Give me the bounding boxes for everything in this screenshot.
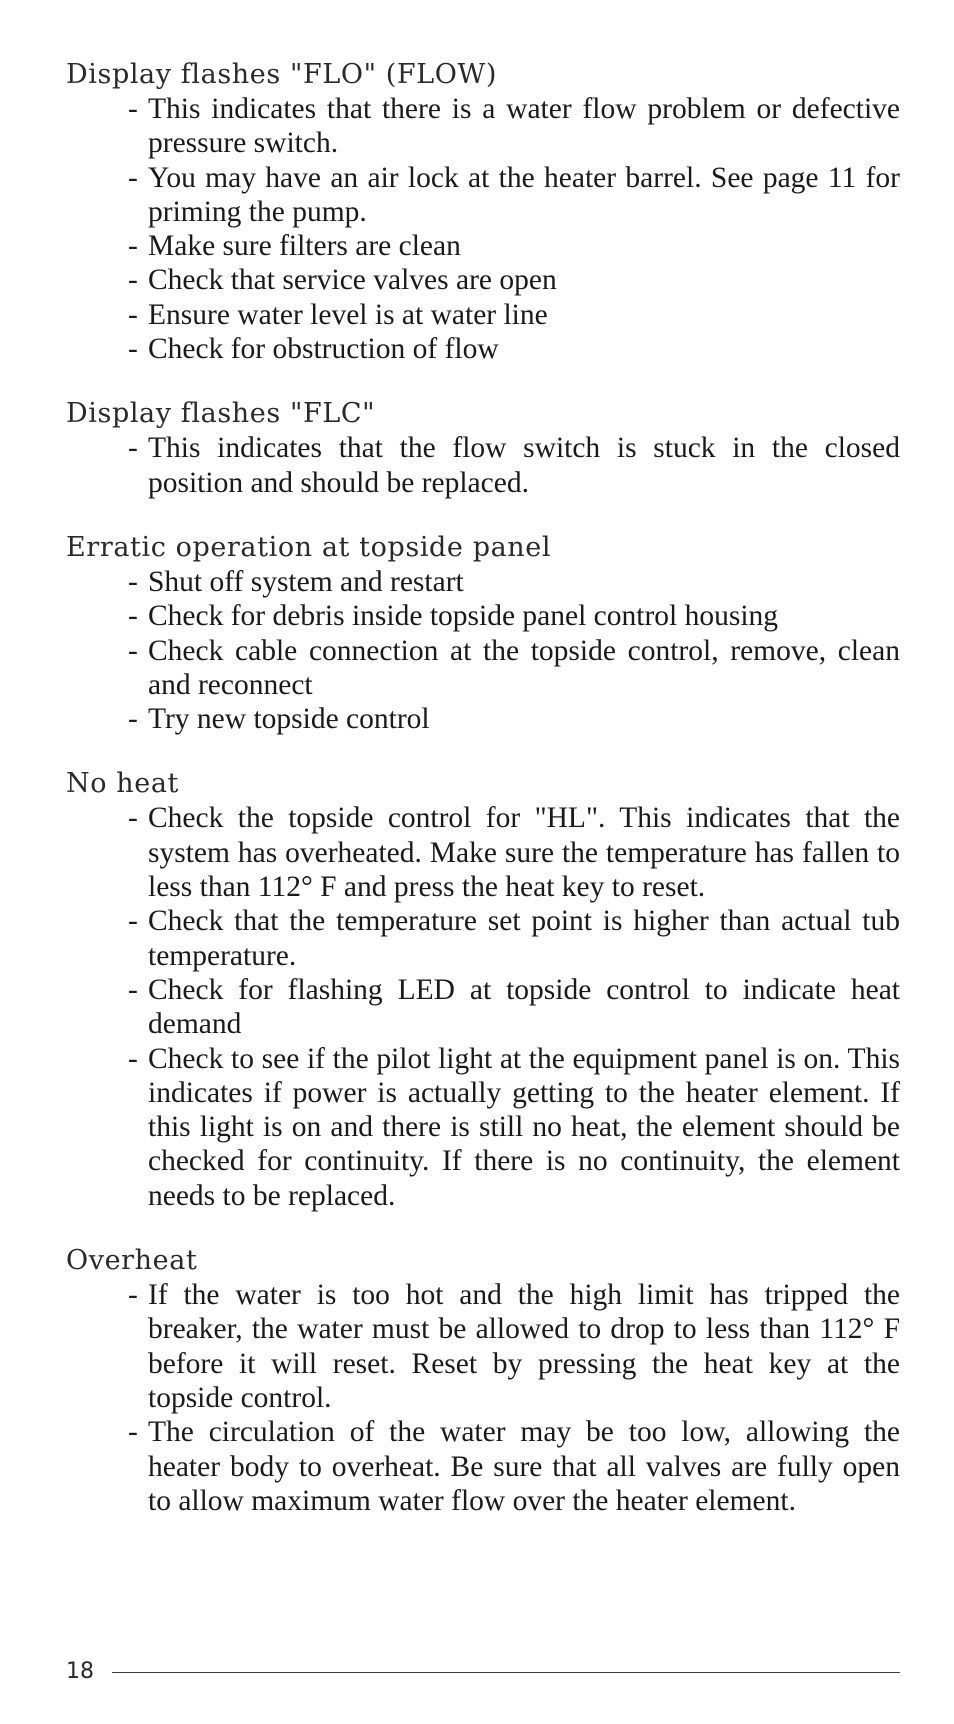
dash-bullet: - [128,634,138,667]
troubleshooting-section [66,531,900,736]
list-item [66,565,900,599]
list-item [66,229,900,263]
list-item [66,702,900,736]
list-item-text: If the water is too hot and the high limit has tripped the breaker, the water must be allowed to drop to less than 112° F before it will reset. Reset by pressing the heat key at the topside control. [148,1279,900,1414]
list-item-text: Make sure filters are clean [148,230,461,263]
troubleshooting-section [66,58,900,366]
list-item-text: This indicates that the flow switch is stuck in the closed position and should be replaced. [148,432,900,499]
dash-bullet: - [128,905,138,938]
troubleshooting-section [66,1244,900,1518]
dash-bullet: - [128,1416,138,1449]
section-heading: Erratic operation at topside panel [66,531,552,563]
troubleshooting-list [66,565,900,736]
list-item [66,298,900,332]
list-item-text: Check for debris inside topside panel control housing [148,600,779,633]
section-heading: Display flashes "FLC" [66,398,376,430]
dash-bullet: - [128,600,138,633]
list-item [66,263,900,297]
dash-bullet: - [128,565,138,598]
list-item [66,973,900,1042]
page-number: 18 [66,1659,94,1684]
dash-bullet: - [128,1279,138,1312]
dash-bullet: - [128,802,138,835]
dash-bullet: - [128,161,138,194]
dash-bullet: - [128,333,138,366]
list-item-text: Check cable connection at the topside control, remove, clean and reconnect [148,634,900,701]
list-item-text: Check for flashing LED at topside control to indicate heat demand [148,973,900,1041]
list-item-text: Ensure water level is at water line [148,298,548,331]
section-heading: Display flashes "FLO" (FLOW) [66,59,498,90]
troubleshooting-list [66,431,900,500]
page-footer [66,1659,900,1689]
list-item-text: The circulation of the water may be too low, allowing the heater body to overheat. Be sure that all valves are fully open to allow maximum water flow over the heater element. [148,1416,900,1517]
dash-bullet: - [128,703,138,736]
dash-bullet: - [128,298,138,331]
list-item-text: Check that service valves are open [148,264,557,297]
troubleshooting-content [66,58,900,1549]
dash-bullet: - [128,1042,138,1075]
list-item [66,904,900,973]
list-item [66,431,900,500]
list-item [66,599,900,633]
list-item [66,332,900,366]
troubleshooting-section [66,397,900,500]
dash-bullet: - [128,93,138,125]
list-item-text: Try new topside control [148,703,430,736]
troubleshooting-list [66,801,900,1213]
list-item-text: Check to see if the pilot light at the equipment panel is on. This indicates if power is actually getting to the heater element. If this light is on and there is still no heat, the element should be checked for continuity. If there is no continuity, the element needs to be replaced. [148,1042,900,1212]
dash-bullet: - [128,230,138,263]
list-item-text: Check the topside control for "HL". This indicates that the system has overheated. Make sure the temperature has fallen to less than 112° F and press the heat key to reset. [148,802,900,904]
troubleshooting-list [66,1278,900,1518]
list-item [66,1278,900,1415]
list-item [66,1042,900,1213]
list-item [66,1415,900,1518]
list-item [66,634,900,703]
section-heading: No heat [66,768,179,800]
troubleshooting-list [66,92,900,366]
list-item [66,92,900,161]
list-item [66,161,900,230]
list-item [66,801,900,904]
troubleshooting-section [66,767,900,1213]
footer-rule [112,1672,900,1673]
list-item-text: Check for obstruction of flow [148,333,499,366]
dash-bullet: - [128,973,138,1006]
list-item-text: Check that the temperature set point is higher than actual tub temperature. [148,905,900,972]
dash-bullet: - [128,432,138,465]
list-item-text: This indicates that there is a water flow problem or defective pressure switch. [148,93,900,160]
list-item-text: Shut off system and restart [148,565,464,598]
list-item-text: You may have an air lock at the heater barrel. See page 11 for priming the pump. [148,161,900,228]
dash-bullet: - [128,264,138,297]
section-heading: Overheat [66,1245,198,1277]
